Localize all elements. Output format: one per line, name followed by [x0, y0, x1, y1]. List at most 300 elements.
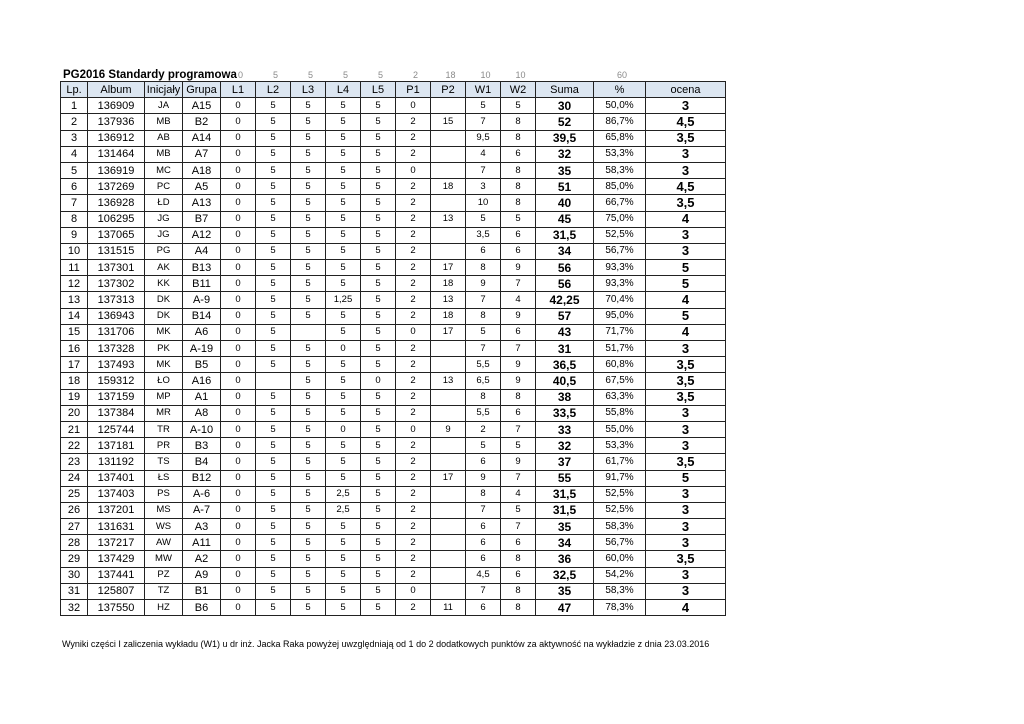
- table-cell: 3: [646, 535, 726, 551]
- table-row: [61, 130, 726, 146]
- table-cell: 6: [466, 535, 501, 551]
- table-row: [61, 486, 726, 502]
- column-header: L4: [326, 82, 361, 98]
- table-cell: 5: [326, 243, 361, 259]
- table-cell: 8: [501, 600, 536, 616]
- table-cell: PK: [145, 341, 183, 357]
- table-cell: 5: [326, 114, 361, 130]
- table-cell: 3: [61, 130, 88, 146]
- table-cell: 7: [466, 292, 501, 308]
- table-cell: 13: [431, 211, 466, 227]
- table-cell: 137217: [88, 535, 145, 551]
- table-cell: 0: [221, 276, 256, 292]
- table-cell: 2: [396, 389, 431, 405]
- table-cell: 131706: [88, 324, 145, 340]
- table-cell: 3,5: [646, 130, 726, 146]
- table-cell: 6: [501, 324, 536, 340]
- table-cell: 4: [501, 292, 536, 308]
- table-cell: 57: [536, 308, 594, 324]
- column-header: L1: [221, 82, 256, 98]
- table-cell: 0: [221, 389, 256, 405]
- table-cell: 93,3%: [594, 260, 646, 276]
- table-cell: 5: [361, 583, 396, 599]
- table-cell: 10: [61, 243, 88, 259]
- table-cell: 5: [326, 179, 361, 195]
- table-cell: 53,3%: [594, 146, 646, 162]
- table-row: [61, 405, 726, 421]
- table-cell: 5: [361, 243, 396, 259]
- table-cell: 4: [501, 486, 536, 502]
- table-cell: 9: [501, 373, 536, 389]
- table-cell: 6,5: [466, 373, 501, 389]
- table-cell: 9: [501, 357, 536, 373]
- table-cell: 0: [221, 405, 256, 421]
- table-cell: 22: [61, 438, 88, 454]
- table-cell: A15: [183, 98, 221, 114]
- table-cell: A5: [183, 179, 221, 195]
- table-cell: 5: [326, 454, 361, 470]
- table-cell: 21: [61, 421, 88, 437]
- table-cell: 5: [256, 98, 291, 114]
- table-row: [61, 600, 726, 616]
- max-points-cell: 0: [237, 69, 243, 80]
- table-cell: A2: [183, 551, 221, 567]
- table-cell: MC: [145, 162, 183, 178]
- table-cell: 2: [396, 357, 431, 373]
- table-cell: 5: [256, 486, 291, 502]
- table-cell: 2: [396, 292, 431, 308]
- column-header: ocena: [646, 82, 726, 98]
- table-cell: 6: [466, 243, 501, 259]
- table-cell: 136943: [88, 308, 145, 324]
- table-cell: 32,5: [536, 567, 594, 583]
- table-cell: 0: [221, 486, 256, 502]
- table-cell: 5: [326, 583, 361, 599]
- table-cell: 5: [61, 162, 88, 178]
- table-row: [61, 454, 726, 470]
- table-cell: B4: [183, 454, 221, 470]
- table-cell: 5: [361, 519, 396, 535]
- table-cell: 33: [536, 421, 594, 437]
- table-cell: 137313: [88, 292, 145, 308]
- table-cell: 6: [61, 179, 88, 195]
- table-cell: 7: [466, 341, 501, 357]
- table-cell: 56,7%: [594, 243, 646, 259]
- table-cell: 2,5: [326, 486, 361, 502]
- table-cell: 47: [536, 600, 594, 616]
- table-cell: 34: [536, 243, 594, 259]
- table-cell: 2: [61, 114, 88, 130]
- max-points-cell: 18: [445, 69, 456, 80]
- table-cell: 5: [326, 438, 361, 454]
- column-header: W1: [466, 82, 501, 98]
- table-cell: [256, 373, 291, 389]
- table-cell: A6: [183, 324, 221, 340]
- table-cell: 35: [536, 519, 594, 535]
- spreadsheet: [60, 68, 728, 616]
- table-cell: 52,5%: [594, 486, 646, 502]
- table-cell: 0: [221, 308, 256, 324]
- table-cell: 5: [326, 162, 361, 178]
- table-cell: 136919: [88, 162, 145, 178]
- table-cell: AB: [145, 130, 183, 146]
- table-cell: 2: [396, 179, 431, 195]
- table-cell: B11: [183, 276, 221, 292]
- table-cell: 7: [466, 583, 501, 599]
- table-cell: B7: [183, 211, 221, 227]
- table-cell: 58,3%: [594, 583, 646, 599]
- table-cell: 5: [256, 438, 291, 454]
- table-cell: 136912: [88, 130, 145, 146]
- table-cell: 18: [61, 373, 88, 389]
- table-cell: 5: [256, 454, 291, 470]
- table-row: [61, 502, 726, 518]
- table-cell: 3: [646, 243, 726, 259]
- table-cell: 0: [221, 551, 256, 567]
- table-cell: ŁO: [145, 373, 183, 389]
- table-cell: 5: [256, 502, 291, 518]
- table-cell: 8: [501, 583, 536, 599]
- table-cell: 8: [501, 551, 536, 567]
- column-header: Grupa: [183, 82, 221, 98]
- table-cell: 25: [61, 486, 88, 502]
- table-cell: 7: [466, 114, 501, 130]
- table-cell: 1: [61, 98, 88, 114]
- table-cell: 95,0%: [594, 308, 646, 324]
- table-cell: 35: [536, 583, 594, 599]
- table-cell: 137159: [88, 389, 145, 405]
- table-cell: 52,5%: [594, 502, 646, 518]
- table-row: [61, 227, 726, 243]
- table-cell: 6: [501, 243, 536, 259]
- table-cell: 5: [291, 146, 326, 162]
- table-cell: 5: [361, 292, 396, 308]
- table-cell: 8: [466, 389, 501, 405]
- table-cell: 31: [536, 341, 594, 357]
- table-row: [61, 551, 726, 567]
- table-cell: 5: [361, 324, 396, 340]
- table-cell: [431, 405, 466, 421]
- max-points-cell: 5: [307, 69, 313, 80]
- table-cell: 28: [61, 535, 88, 551]
- table-cell: 5: [326, 308, 361, 324]
- table-cell: KK: [145, 276, 183, 292]
- table-cell: 60,8%: [594, 357, 646, 373]
- table-cell: 5: [326, 373, 361, 389]
- table-cell: 0: [221, 195, 256, 211]
- table-cell: 40: [536, 195, 594, 211]
- table-row: [61, 357, 726, 373]
- table-cell: 5: [326, 260, 361, 276]
- table-cell: 5: [291, 130, 326, 146]
- table-cell: 0: [221, 583, 256, 599]
- table-cell: 36: [536, 551, 594, 567]
- table-cell: 7: [501, 421, 536, 437]
- table-cell: 5: [291, 421, 326, 437]
- table-cell: 2: [396, 130, 431, 146]
- table-cell: B6: [183, 600, 221, 616]
- table-cell: 2: [396, 211, 431, 227]
- table-cell: 42,25: [536, 292, 594, 308]
- table-cell: JG: [145, 211, 183, 227]
- table-cell: 131464: [88, 146, 145, 162]
- table-cell: HZ: [145, 600, 183, 616]
- table-cell: 4: [646, 211, 726, 227]
- table-cell: 5: [291, 227, 326, 243]
- table-cell: 5: [361, 195, 396, 211]
- table-cell: 4,5: [646, 179, 726, 195]
- table-cell: 2: [396, 227, 431, 243]
- table-cell: 5: [361, 405, 396, 421]
- table-cell: 136928: [88, 195, 145, 211]
- table-cell: 0: [221, 373, 256, 389]
- table-cell: [431, 227, 466, 243]
- table-cell: 8: [466, 486, 501, 502]
- table-cell: 5: [291, 551, 326, 567]
- table-cell: 5: [326, 389, 361, 405]
- table-cell: 6: [466, 551, 501, 567]
- table-cell: A4: [183, 243, 221, 259]
- table-cell: 8: [501, 162, 536, 178]
- grades-table: [60, 81, 726, 616]
- table-cell: 56,7%: [594, 535, 646, 551]
- table-cell: PG: [145, 243, 183, 259]
- max-points-cell: 60: [616, 69, 627, 80]
- table-cell: 0: [221, 130, 256, 146]
- table-cell: 31,5: [536, 227, 594, 243]
- table-cell: AW: [145, 535, 183, 551]
- table-cell: 3: [646, 421, 726, 437]
- table-cell: 51: [536, 179, 594, 195]
- table-cell: 13: [431, 292, 466, 308]
- table-cell: 7: [501, 341, 536, 357]
- table-cell: 17: [431, 324, 466, 340]
- table-cell: 23: [61, 454, 88, 470]
- table-cell: 5: [256, 114, 291, 130]
- table-cell: 55: [536, 470, 594, 486]
- table-cell: 5: [256, 292, 291, 308]
- table-cell: 52: [536, 114, 594, 130]
- table-cell: A7: [183, 146, 221, 162]
- table-cell: 31,5: [536, 486, 594, 502]
- table-cell: 5: [361, 114, 396, 130]
- table-cell: B2: [183, 114, 221, 130]
- table-cell: 2: [396, 405, 431, 421]
- table-cell: 0: [221, 421, 256, 437]
- table-cell: 3,5: [646, 195, 726, 211]
- table-cell: 137403: [88, 486, 145, 502]
- table-cell: 125744: [88, 421, 145, 437]
- table-cell: 5: [256, 551, 291, 567]
- table-cell: 2: [396, 276, 431, 292]
- table-cell: A16: [183, 373, 221, 389]
- table-cell: 5: [291, 486, 326, 502]
- table-cell: 5: [291, 260, 326, 276]
- table-cell: MR: [145, 405, 183, 421]
- header-row: [61, 82, 726, 98]
- column-header: W2: [501, 82, 536, 98]
- table-cell: 137269: [88, 179, 145, 195]
- table-cell: JG: [145, 227, 183, 243]
- table-cell: 2: [396, 260, 431, 276]
- table-cell: 0: [396, 421, 431, 437]
- table-cell: 0: [221, 519, 256, 535]
- table-cell: B5: [183, 357, 221, 373]
- table-cell: 5: [466, 324, 501, 340]
- table-cell: 2: [396, 373, 431, 389]
- table-row: [61, 373, 726, 389]
- table-cell: 136909: [88, 98, 145, 114]
- max-points-cell: 5: [342, 69, 348, 80]
- table-cell: 5: [291, 308, 326, 324]
- table-cell: TS: [145, 454, 183, 470]
- table-cell: 11: [61, 260, 88, 276]
- table-cell: ŁS: [145, 470, 183, 486]
- table-cell: 2: [396, 195, 431, 211]
- table-cell: 4,5: [646, 114, 726, 130]
- table-cell: 5: [361, 357, 396, 373]
- table-cell: 0: [361, 373, 396, 389]
- table-cell: A-19: [183, 341, 221, 357]
- table-cell: 7: [501, 470, 536, 486]
- table-cell: B3: [183, 438, 221, 454]
- table-cell: 5: [291, 195, 326, 211]
- table-cell: 3: [646, 583, 726, 599]
- table-cell: 4: [61, 146, 88, 162]
- table-cell: A1: [183, 389, 221, 405]
- table-cell: 3,5: [646, 551, 726, 567]
- table-cell: 0: [221, 324, 256, 340]
- table-cell: 5: [256, 583, 291, 599]
- table-cell: 6: [466, 454, 501, 470]
- table-cell: 5: [291, 454, 326, 470]
- table-cell: 60,0%: [594, 551, 646, 567]
- table-cell: 5: [256, 308, 291, 324]
- table-cell: 5: [361, 486, 396, 502]
- table-cell: 131192: [88, 454, 145, 470]
- max-points-cell: 2: [412, 69, 418, 80]
- table-cell: 5: [256, 405, 291, 421]
- table-cell: 5: [361, 421, 396, 437]
- table-cell: 0: [396, 583, 431, 599]
- max-points-cell: 10: [480, 69, 491, 80]
- table-cell: 0: [221, 292, 256, 308]
- column-header: P2: [431, 82, 466, 98]
- table-cell: 5: [326, 405, 361, 421]
- table-cell: 8: [501, 389, 536, 405]
- table-cell: 131631: [88, 519, 145, 535]
- table-cell: 54,2%: [594, 567, 646, 583]
- table-cell: JA: [145, 98, 183, 114]
- table-cell: 6: [501, 567, 536, 583]
- table-cell: 6: [501, 227, 536, 243]
- table-cell: 5: [326, 227, 361, 243]
- table-row: [61, 276, 726, 292]
- table-cell: 137201: [88, 502, 145, 518]
- table-cell: 78,3%: [594, 600, 646, 616]
- table-cell: 5: [501, 502, 536, 518]
- table-cell: 9: [501, 260, 536, 276]
- table-cell: 4: [646, 292, 726, 308]
- table-cell: [431, 519, 466, 535]
- max-points-cell: 5: [272, 69, 278, 80]
- table-cell: 5: [291, 405, 326, 421]
- table-cell: 5: [361, 567, 396, 583]
- table-cell: 55,8%: [594, 405, 646, 421]
- table-cell: 13: [61, 292, 88, 308]
- table-cell: 4: [646, 600, 726, 616]
- table-cell: 8: [61, 211, 88, 227]
- table-cell: 2,5: [326, 502, 361, 518]
- table-cell: 2: [396, 146, 431, 162]
- table-cell: 137550: [88, 600, 145, 616]
- table-cell: 5: [326, 98, 361, 114]
- table-cell: A3: [183, 519, 221, 535]
- table-cell: PS: [145, 486, 183, 502]
- table-cell: 3: [646, 227, 726, 243]
- column-header: L5: [361, 82, 396, 98]
- table-row: [61, 292, 726, 308]
- table-cell: 5: [291, 470, 326, 486]
- table-cell: 2: [396, 486, 431, 502]
- table-cell: 17: [431, 470, 466, 486]
- table-cell: [431, 341, 466, 357]
- table-cell: MK: [145, 357, 183, 373]
- table-row: [61, 324, 726, 340]
- table-cell: 5: [361, 470, 396, 486]
- table-cell: 4: [646, 324, 726, 340]
- table-cell: 5: [291, 114, 326, 130]
- table-cell: [431, 502, 466, 518]
- table-cell: [431, 146, 466, 162]
- max-points-cell: 10: [515, 69, 526, 80]
- table-cell: B13: [183, 260, 221, 276]
- table-cell: 3: [646, 438, 726, 454]
- table-row: [61, 195, 726, 211]
- table-cell: 0: [221, 179, 256, 195]
- column-header: %: [594, 82, 646, 98]
- table-cell: 5: [256, 341, 291, 357]
- table-cell: 9: [466, 276, 501, 292]
- table-cell: 5: [361, 146, 396, 162]
- table-cell: 5: [326, 130, 361, 146]
- table-cell: 5: [361, 227, 396, 243]
- table-cell: TR: [145, 421, 183, 437]
- table-cell: 5: [291, 98, 326, 114]
- table-cell: 4: [466, 146, 501, 162]
- table-cell: 3,5: [646, 389, 726, 405]
- table-cell: 5: [256, 130, 291, 146]
- table-cell: 137301: [88, 260, 145, 276]
- table-cell: 5: [326, 324, 361, 340]
- table-row: [61, 308, 726, 324]
- table-cell: 2: [396, 341, 431, 357]
- table-cell: 5: [646, 308, 726, 324]
- table-cell: 16: [61, 341, 88, 357]
- table-cell: 5: [361, 341, 396, 357]
- table-row: [61, 421, 726, 437]
- table-cell: 5: [501, 98, 536, 114]
- table-cell: 9: [466, 470, 501, 486]
- table-cell: 5: [256, 389, 291, 405]
- table-cell: 137441: [88, 567, 145, 583]
- table-cell: 137429: [88, 551, 145, 567]
- table-cell: 5: [256, 211, 291, 227]
- table-cell: 56: [536, 260, 594, 276]
- table-cell: 71,7%: [594, 324, 646, 340]
- table-cell: 5: [256, 600, 291, 616]
- table-cell: DK: [145, 292, 183, 308]
